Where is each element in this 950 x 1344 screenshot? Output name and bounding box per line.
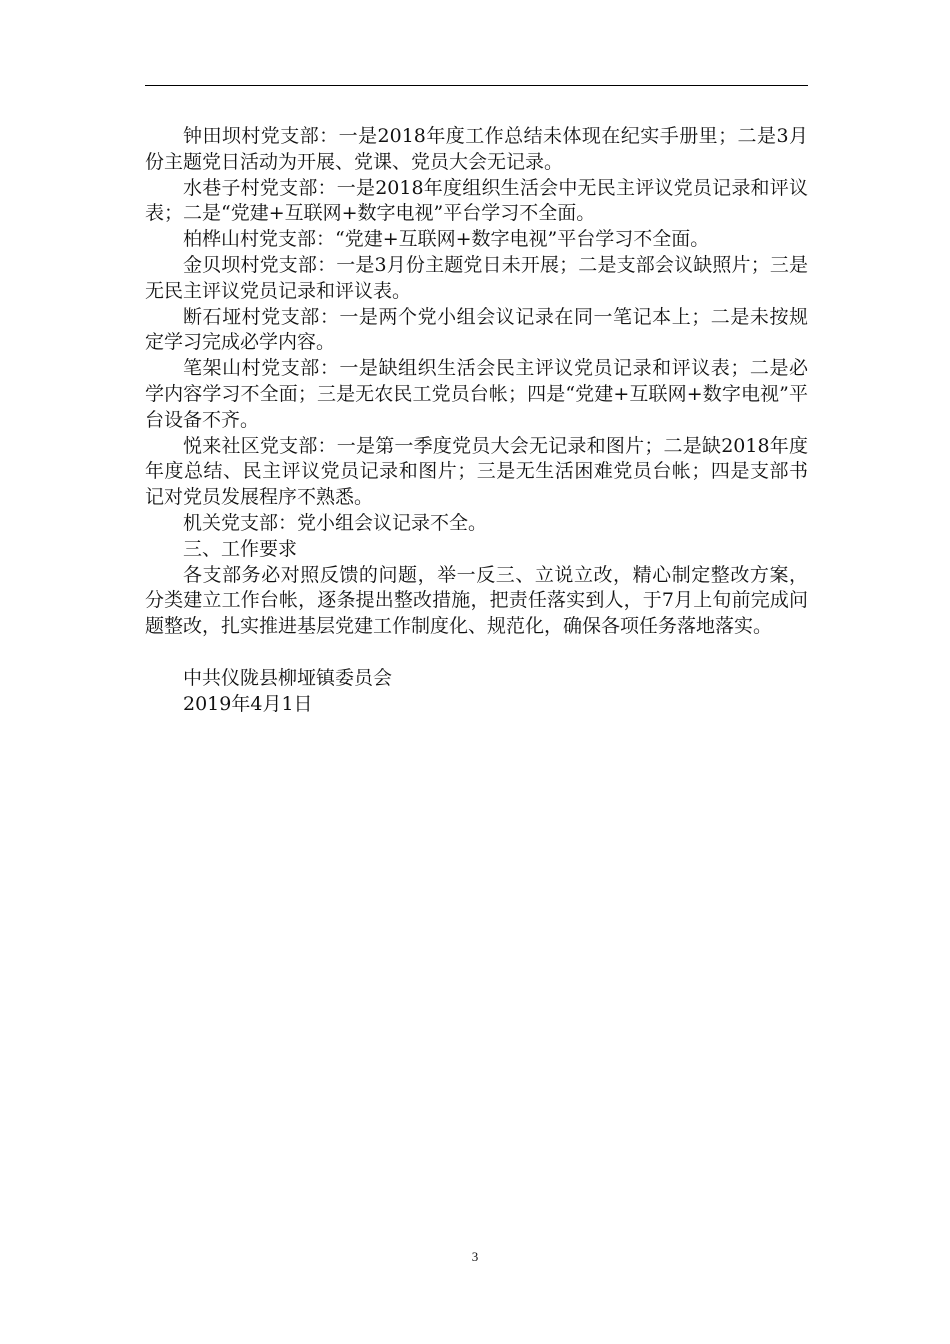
document-body (145, 124, 808, 717)
paragraph-shuixiangzi: 水巷子村党支部：一是2018年度组织生活会中无民主评议党员记录和评议表；二是“党建+互联网+数字电视”平台学习不全面。 (145, 176, 808, 225)
paragraph-duanshiya: 断石垭村党支部：一是两个党小组会议记录在同一笔记本上；二是未按规定学习完成必学内容。 (145, 305, 808, 354)
blank-line (145, 640, 808, 666)
signature-org: 中共仪陇县柳垭镇委员会 (183, 666, 393, 689)
paragraph-yuelai: 悦来社区党支部：一是第一季度党员大会无记录和图片；二是缺2018年度年度总结、民主评议党员记录和图片；三是无生活困难党员台帐；四是支部书记对党员发展程序不熟悉。 (145, 434, 808, 509)
section-heading-requirements: 三、工作要求 (183, 537, 298, 560)
page-number: 3 (471, 1249, 479, 1264)
signature-date: 2019年4月1日 (183, 692, 313, 715)
paragraph-zhongtianba: 钟田坝村党支部：一是2018年度工作总结未体现在纪实手册里；二是3月份主题党日活动为开展、党课、党员大会无记录。 (145, 125, 808, 173)
paragraph-bijiashan: 笔架山村党支部：一是缺组织生活会民主评议党员记录和评议表；二是必学内容学习不全面；三是无农民工党员台帐；四是“党建+互联网+数字电视”平台设备不齐。 (145, 357, 808, 431)
paragraph-baihuashan: 柏桦山村党支部：“党建+互联网+数字电视”平台学习不全面。 (183, 228, 710, 251)
paragraph-jiguan: 机关党支部：党小组会议记录不全。 (183, 511, 488, 534)
header-rule (145, 85, 808, 86)
paragraph-jinbeiba: 金贝坝村党支部：一是3月份主题党日未开展；二是支部会议缺照片；三是无民主评议党员记录和评议表。 (145, 253, 808, 302)
paragraph-requirements: 各支部务必对照反馈的问题，举一反三、立说立改，精心制定整改方案，分类建立工作台帐，逐条提出整改措施，把责任落实到人，于7月上旬前完成问题整改，扎实推进基层党建工作制度化、规范化，确保各项任务落地落实。 (145, 563, 808, 638)
